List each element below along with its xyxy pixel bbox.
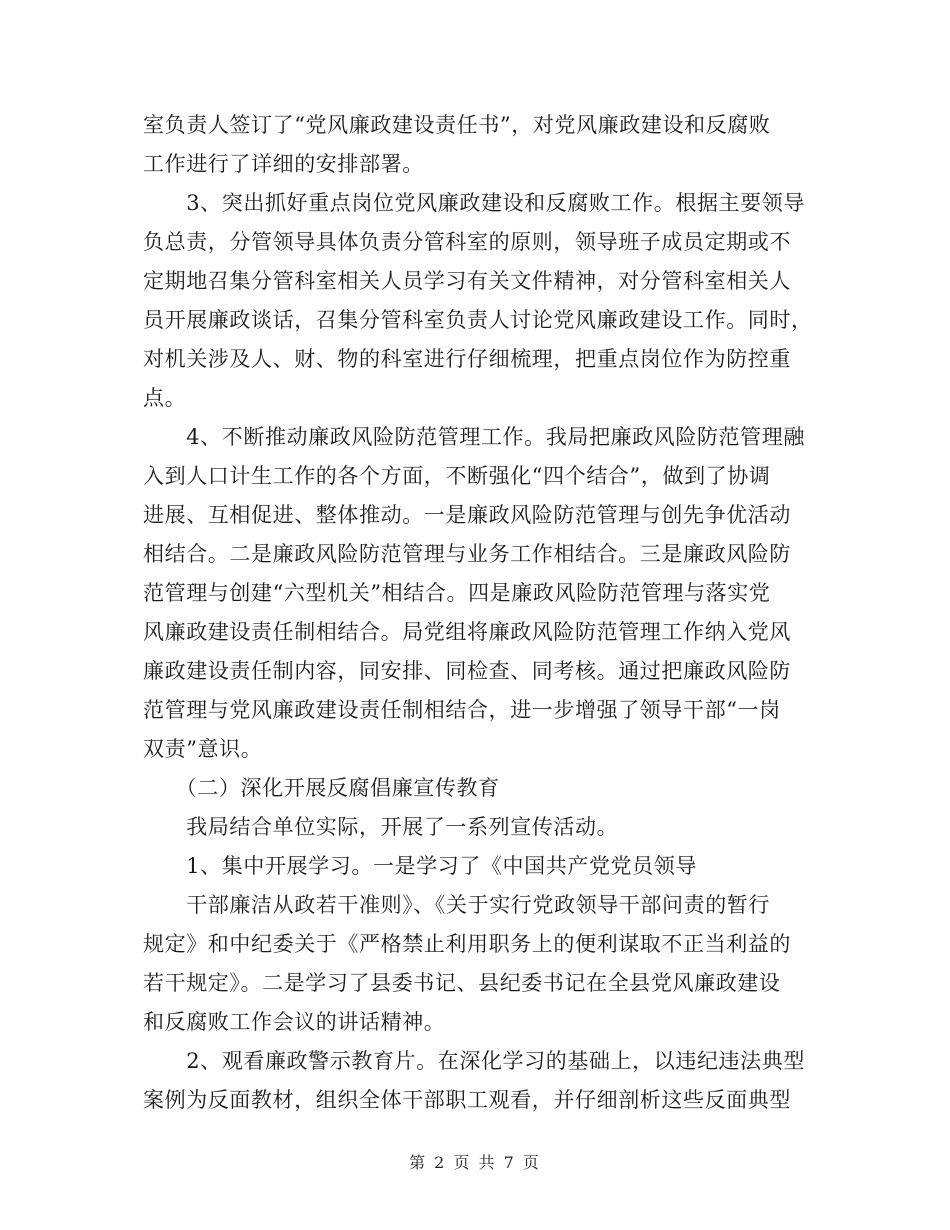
section-heading: （二）深化开展反腐倡廉宣传教育 [143, 776, 500, 800]
text-line: 廉政建设责任制内容，同安排、同检查、同考核。通过把廉政风险防 [143, 659, 791, 683]
text-line: 室负责人签订了“党风廉政建设责任书”，对党风廉政建设和反腐败 [143, 113, 771, 137]
text-line: 3、突出抓好重点岗位党风廉政建设和反腐败工作。根据主要领导 [143, 191, 805, 215]
text-line: 和反腐败工作会议的讲话精神。 [143, 1010, 446, 1034]
text-line: 员开展廉政谈话，召集分管科室负责人讨论党风廉政建设工作。同时， [143, 308, 813, 332]
text-line: 案例为反面教材，组织全体干部职工观看，并仔细剖析这些反面典型 [143, 1088, 791, 1112]
text-line: 点。 [143, 386, 187, 410]
text-line: 1、集中开展学习。一是学习了《中国共产党党员领导 [143, 854, 697, 878]
text-line: 我局结合单位实际，开展了一系列宣传活动。 [143, 815, 619, 839]
text-line: 定期地召集分管科室相关人员学习有关文件精神，对分管科室相关人 [143, 269, 791, 293]
text-line: 范管理与创建“六型机关”相结合。四是廉政风险防范管理与落实党 [143, 581, 771, 605]
text-line: 进展、互相促进、整体推动。一是廉政风险防范管理与创先争优活动 [143, 503, 791, 527]
text-line: 干部廉洁从政若干准则》、《关于实行党政领导干部问责的暂行 [143, 893, 770, 917]
text-line: 工作进行了详细的安排部署。 [143, 152, 424, 176]
text-line: 范管理与党风廉政建设责任制相结合，进一步增强了领导干部“一岗 [143, 698, 781, 722]
text-line: 规定》和中纪委关于《严格禁止利用职务上的便利谋取不正当利益的 [143, 932, 791, 956]
page-number-footer: 第 2 页 共 7 页 [409, 1153, 541, 1172]
text-line: 负总责，分管领导具体负责分管科室的原则，领导班子成员定期或不 [143, 230, 791, 254]
text-line: 双责”意识。 [143, 737, 263, 761]
text-line: 对机关涉及人、财、物的科室进行仔细梳理，把重点岗位作为防控重 [143, 347, 791, 371]
text-line: 风廉政建设责任制相结合。局党组将廉政风险防范管理工作纳入党风 [143, 620, 791, 644]
text-line: 相结合。二是廉政风险防范管理与业务工作相结合。三是廉政风险防 [143, 542, 791, 566]
text-line: 2、观看廉政警示教育片。在深化学习的基础上，以违纪违法典型 [143, 1049, 805, 1073]
text-line: 4、不断推动廉政风险防范管理工作。我局把廉政风险防范管理融 [143, 425, 805, 449]
text-line: 若干规定》。二是学习了县委书记、县纪委书记在全县党风廉政建设 [143, 971, 781, 995]
text-line: 入到人口计生工作的各个方面，不断强化“四个结合”，做到了协调 [143, 464, 771, 488]
